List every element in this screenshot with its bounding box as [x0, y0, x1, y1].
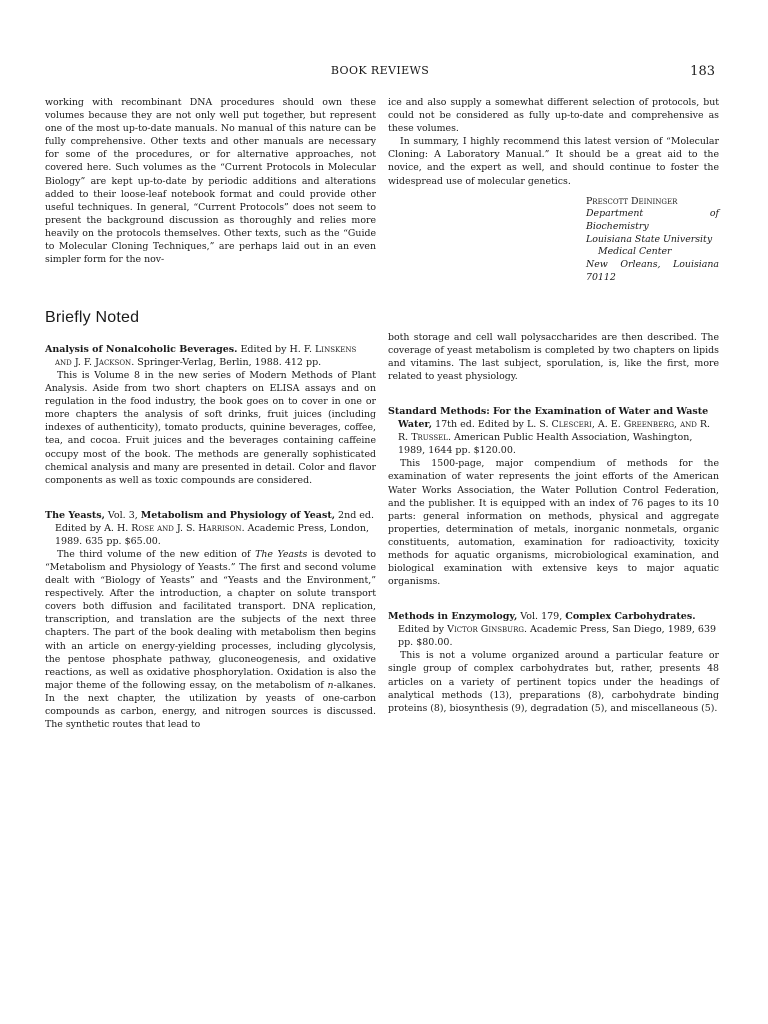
- note-body: This 1500-page, major compendium of methods for the examination of water represents the joint efforts of the American Water Works Association, the Water Pollution Control Federation, and the publisher. It is equipped with an index of 76 pages to its 10 parts: general information on methods, physical and aggregate properties, determination of metals, inorganic nonmetals, organic constituents, automation, examination for radioactivity, toxicity methods for aquatic organisms, microbiological examination, and biological examination with extensive keys to major aquatic organisms.: [388, 458, 719, 588]
- reviewer-affiliation: Medical Center: [598, 246, 672, 258]
- reviewer-name: Prescott Deininger: [586, 195, 678, 207]
- notes-right-column: [388, 331, 719, 715]
- running-title: BOOK REVIEWS: [330, 64, 430, 77]
- reviewer-affiliation: Department of Biochemistry: [586, 208, 719, 233]
- note-body: This is not a volume organized around a particular feature or single group of complex carbohydrates but, rather, presents 48 articles on a variety of pertinent topics under the headings of analytical methods (13), preparations (8), carbohydrate binding proteins (8), biosynthesis (9), degradation (5), and miscellaneous (5).: [388, 650, 719, 714]
- review-left-column: [45, 96, 376, 266]
- note-entry: [45, 343, 376, 487]
- note-body: The third volume of the new edition of The Yeasts is devoted to “Metabolism and Physiology of Yeasts.” The first and second volume dealt with “Biology of Yeasts” and “Yeasts and the Environment,” respectively. After the introduction, a chapter on solute transport covers both diffusion and facilitated transport. DNA replication, transcription, and translation are the subjects of the next three chapters. The part of the book dealing with metabolism then begins with an article on energy-yielding processes, including glycolysis, the pentose phosphate pathway, gluconeogenesis, and oxidative reactions, as well as oxidative phosphorylation. Oxidation is also the major theme of the following essay, on the metabolism of n-alkanes. In the next chapter, the utilization by yeasts of one-carbon compounds as carbon, energy, and nitrogen sources is discussed. The synthetic routes that lead to: [45, 548, 376, 731]
- note-citation: Methods in Enzymology, Vol. 179, Complex Carbohydrates. Edited by Victor Ginsburg. Academic Press, San Diego, 1989, 639 pp. $80.00.: [388, 611, 717, 649]
- note-entry: [388, 405, 719, 588]
- note-citation: The Yeasts, Vol. 3, Metabolism and Physiology of Yeast, 2nd ed. Edited by A. H. Rose and J. S. Harrison. Academic Press, London, 1989. 635 pp. $65.00.: [45, 509, 375, 547]
- note-entry: [45, 509, 376, 731]
- review-paragraph: ice and also supply a somewhat different selection of protocols, but could not be considered as fully up-to-date and comprehensive as these volumes.: [388, 97, 719, 135]
- note-body: This is Volume 8 in the new series of Modern Methods of Plant Analysis. Aside from two short chapters on ELISA assays and on regulation in the food industry, the book goes on to cover in one or more chapters the analysis of soft drinks, fruit juices (including indexes of authenticity), tomato products, quinine beverages, coffee, tea, and cocoa. Fruit juices and the beverages containing caffeine occupy most of the book. The methods are generally sophisticated chemical analysis and many are presented in detail. Color and flavor components as well as toxic compounds are considered.: [45, 370, 376, 486]
- book-title: The Yeasts,: [45, 509, 105, 521]
- review-paragraph: working with recombinant DNA procedures should own these volumes because they are not only well put together, but represent one of the most up-to-date manuals. No manual of this nature can be fully comprehensive. Other texts and other manuals are necessary for some of the procedures, or for alternative approaches, not covered here. Such volumes as the “Current Protocols in Molecular Biology” are kept up-to-date by periodic additions and alterations added to their loose-leaf notebook format and could provide other useful techniques. In general, “Current Protocols” does not seem to present the background discussion as thoroughly and relies more heavily on the protocols themselves. Other texts, such as the “Guide to Molecular Cloning Techniques,” are perhaps laid out in an even simpler form for the nov-: [45, 97, 376, 266]
- note-body-continued: both storage and cell wall polysaccharides are then described. The coverage of yeast metabolism is completed by two chapters on lipids and vitamins. The last subject, sporulation, is, like the first, more related to yeast physiology.: [388, 332, 719, 383]
- note-citation: Standard Methods: For the Examination of Water and Waste Water, 17th ed. Edited by L. S. Clesceri, A. E. Greenberg, and R. R. Trussel. American Public Health Association, Washington, 1989, 1644 pp. $120.00.: [388, 406, 711, 457]
- page-number: 183: [690, 64, 715, 79]
- section-title: Briefly Noted: [45, 309, 140, 326]
- page-header: [45, 64, 715, 80]
- note-citation: Analysis of Nonalcoholic Beverages. Edited by H. F. Linskens and J. F. Jackson. Springer-Verlag, Berlin, 1988. 412 pp.: [45, 344, 357, 368]
- review-right-column: [388, 96, 719, 285]
- book-title: Methods in Enzymology,: [388, 611, 518, 623]
- note-entry: [388, 610, 719, 714]
- book-title: Standard Methods: For the Examination of Water and Waste Water,: [388, 406, 709, 431]
- book-title: Analysis of Nonalcoholic Beverages.: [45, 344, 238, 355]
- reviewer-signature: [586, 196, 719, 285]
- notes-left-column: [45, 343, 376, 731]
- reviewer-address: New Orleans, Louisiana 70112: [586, 259, 719, 283]
- reviewer-affiliation: Louisiana State University: [586, 233, 713, 245]
- review-paragraph: In summary, I highly recommend this latest version of “Molecular Cloning: A Laboratory Manual.” It should be a great aid to the novice, and the expert as well, and should continue to foster the widespread use of molecular genetics.: [388, 136, 719, 187]
